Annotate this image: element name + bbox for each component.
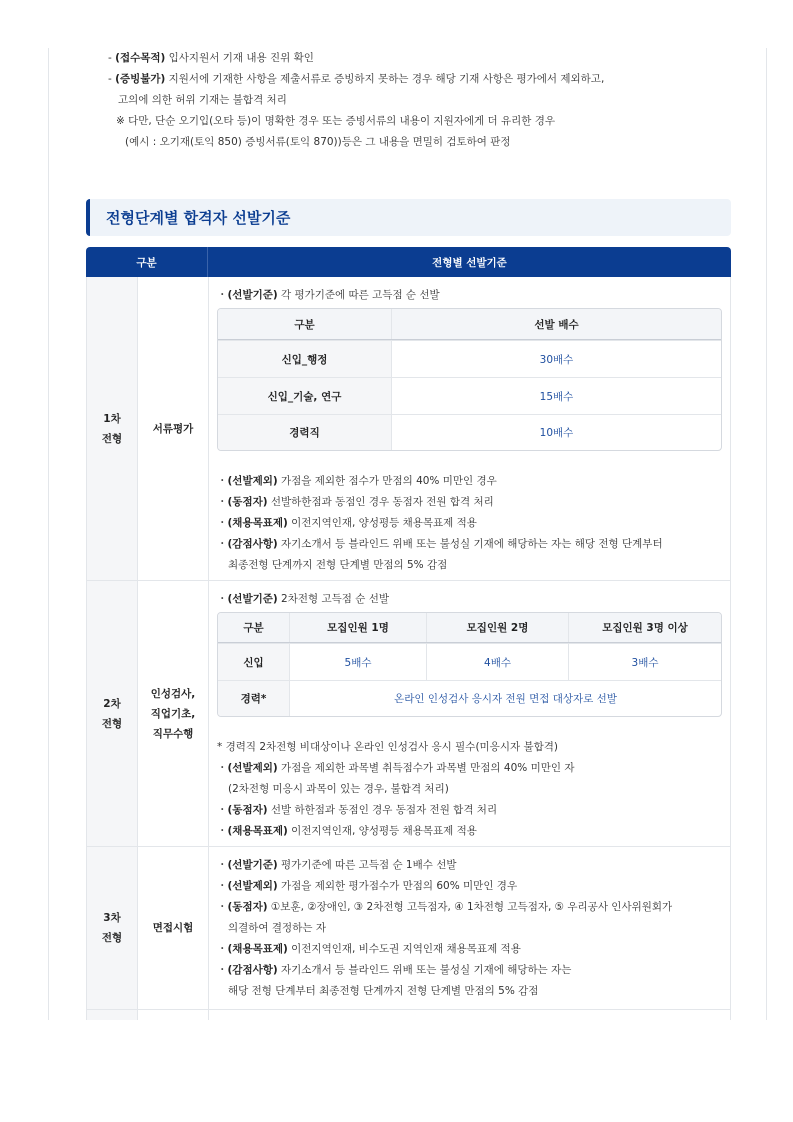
stage3-row [86,847,731,1010]
stage3-name: 면접시험 [138,847,209,1009]
intro-line-example: (예시 : 오기재(토익 850) 증빙서류(토익 870))등은 그 내용을 면밀히 검토하여 판정 [125,136,511,148]
stage3-body [209,847,730,1009]
table-row: 신입_행정 30배수 [218,340,721,377]
page-frame-left [48,48,49,1020]
stage2-label: 2차 전형 [87,581,138,846]
stage2-multiplier-table [217,612,722,717]
table-row: 경력* 온라인 인성검사 응시자 전원 면접 대상자로 선발 [218,680,721,716]
stage3-deduction-cont: 해당 전형 단계부터 최종전형 단계까지 전형 단계별 만점의 5% 감점 [228,985,539,997]
intro-line-purpose: - (접수목적) 입사지원서 기재 내용 진위 확인 [108,52,314,64]
table-row: 경력직 10배수 [218,414,721,450]
stage1-name: 서류평가 [138,277,209,580]
stage2-name: 인성검사, 직업기초, 직무수행 [138,581,209,846]
stage2-criteria: ・(선발기준) 2차전형 고득점 순 선발 [217,593,389,605]
stage3-target: ・(채용목표제) 이전지역인재, 비수도권 지역인재 채용목표제 적용 [217,943,521,955]
stage1-row [86,277,731,581]
stage2-tie: ・(동점자) 선발 하한점과 동점인 경우 동점자 전원 합격 처리 [217,804,498,816]
stage1-multiplier-table [217,308,722,451]
stage1-criteria: ・(선발기준) 각 평가기준에 따른 고득점 순 선발 [217,289,440,301]
intro-line-unverifiable: - (증빙불가) 지원서에 기재한 사항을 제출서류로 증빙하지 못하는 경우 해당 기재 사항은 평가에서 제외하고, [108,73,605,85]
stage1-body [209,277,730,580]
section-title [86,199,731,236]
intro-notes [108,48,748,153]
stage2-body [209,581,730,846]
intro-line-exception: ※ 다만, 단순 오기입(오타 등)이 명확한 경우 또는 증빙서류의 내용이 지원자에게 더 유리한 경우 [116,115,556,127]
stage3-exclusion: ・(선발제외) 가점을 제외한 평가점수가 만점의 60% 미만인 경우 [217,880,518,892]
stage2-exclusion: ・(선발제외) 가점을 제외한 과목별 취득점수가 과목별 만점의 40% 미만인 자 [217,762,575,774]
intro-line-false-entry: 고의에 의한 허위 기재는 불합격 처리 [118,94,287,106]
section-title-text: 전형단계별 합격자 선발기준 [106,209,291,227]
stage1-deduction-cont: 최종전형 단계까지 전형 단계별 만점의 5% 감점 [228,559,448,571]
table-row: 구분 선발 배수 [218,309,721,340]
stage3-tie-cont: 의결하여 결정하는 자 [228,922,326,934]
stage3-criteria: ・(선발기준) 평가기준에 따른 고득점 순 1배수 선발 [217,859,457,871]
stage4-row-partial [86,1010,731,1020]
header-criteria: 전형별 선발기준 [432,256,507,269]
stage2-exclusion-cont: (2차전형 미응시 과목이 있는 경우, 불합격 처리) [228,783,449,795]
stage3-label: 3차 전형 [87,847,138,1009]
stage1-target: ・(채용목표제) 이전지역인재, 양성평등 채용목표제 적용 [217,517,477,529]
table-row: 구분 모집인원 1명 모집인원 2명 모집인원 3명 이상 [218,613,721,643]
stage2-row [86,581,731,847]
page-frame-right [766,48,767,1020]
stage1-deduction: ・(감점사항) 자기소개서 등 블라인드 위배 또는 불성실 기재에 해당하는 자는 해당 전형 단계부터 [217,538,663,550]
stage1-exclusion: ・(선발제외) 가점을 제외한 점수가 만점의 40% 미만인 경우 [217,475,497,487]
stage1-tie: ・(동점자) 선발하한점과 동점인 경우 동점자 전원 합격 처리 [217,496,494,508]
table-row: 신입_기술, 연구 15배수 [218,377,721,414]
selection-criteria-table [86,247,731,1020]
stage2-target: ・(채용목표제) 이전지역인재, 양성평등 채용목표제 적용 [217,825,477,837]
stage1-label: 1차 전형 [87,277,138,580]
header-category: 구분 [86,247,208,277]
table-row: 신입 5배수 4배수 3배수 [218,643,721,680]
table-header [86,247,731,277]
stage3-deduction: ・(감점사항) 자기소개서 등 블라인드 위배 또는 불성실 기재에 해당하는 자는 [217,964,572,976]
stage2-note: * 경력직 2차전형 비대상이나 온라인 인성검사 응시 필수(미응시자 불합격) [217,741,558,753]
stage3-tie: ・(동점자) ①보훈, ②장애인, ③ 2차전형 고득점자, ④ 1차전형 고득점자, ⑤ 우리공사 인사위원회가 [217,901,673,913]
